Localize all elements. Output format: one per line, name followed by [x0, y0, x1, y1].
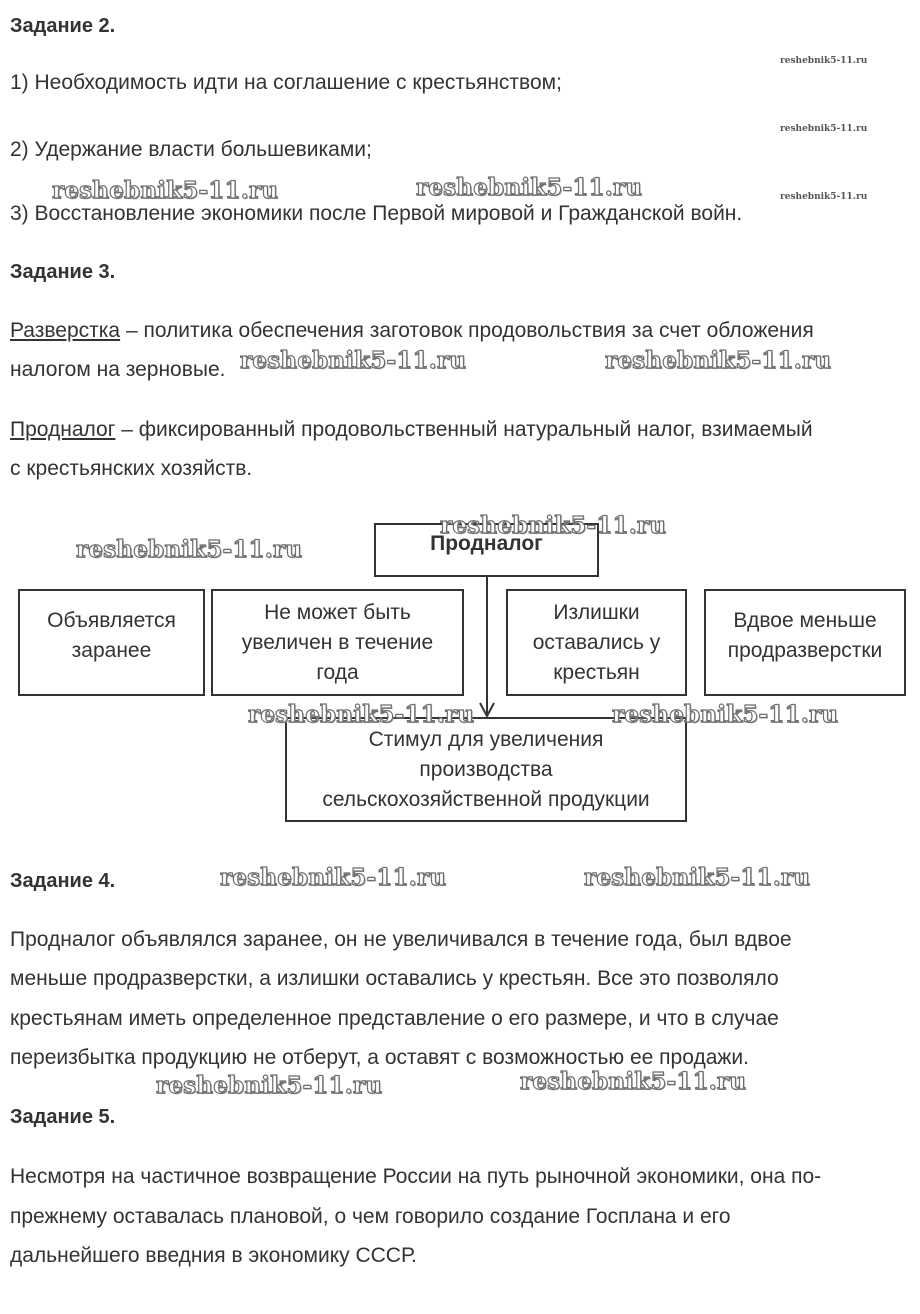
- watermark: reshebnik5-11.ru: [220, 864, 447, 891]
- watermark: reshebnik5-11.ru: [612, 701, 839, 728]
- watermark: reshebnik5-11.ru: [156, 1072, 383, 1099]
- watermark-small: reshebnik5-11.ru: [780, 56, 868, 66]
- definition-razverstka: [10, 319, 814, 343]
- task4-heading: Задание 4.: [10, 870, 116, 892]
- watermark: reshebnik5-11.ru: [520, 1068, 747, 1095]
- watermark: reshebnik5-11.ru: [605, 347, 832, 374]
- diagram-box-feature-1: [18, 589, 205, 696]
- definition-prodnalog-cont: с крестьянских хозяйств.: [10, 457, 253, 480]
- diagram-box-text: Вдвое меньше: [733, 608, 877, 632]
- diagram-box-text: производства: [419, 757, 553, 781]
- definition-razverstka-text: – политика обеспечения заготовок продовольствия за счет обложения: [120, 319, 814, 342]
- diagram-box-feature-4: [704, 589, 906, 696]
- task5-heading: Задание 5.: [10, 1106, 116, 1128]
- diagram-box-text: оставались у: [532, 630, 661, 654]
- task4-line: переизбытка продукцию не отберут, а оставят с возможностью ее продажи.: [10, 1046, 749, 1069]
- diagram-box-text: Объявляется: [47, 608, 176, 632]
- task2-heading: Задание 2.: [10, 15, 116, 37]
- diagram-box-text: увеличен в течение: [241, 630, 434, 654]
- watermark-small: reshebnik5-11.ru: [780, 192, 868, 202]
- diagram-box-text: года: [316, 660, 359, 684]
- watermark: reshebnik5-11.ru: [440, 512, 667, 539]
- diagram-box-text: Не может быть: [264, 600, 411, 624]
- watermark: reshebnik5-11.ru: [416, 174, 643, 201]
- diagram-box-text: сельскохозяйственной продукции: [322, 787, 650, 811]
- term-razverstka: Разверстка: [10, 319, 121, 342]
- task4-line: крестьянам иметь определенное представление о его размере, и что в случае: [10, 1007, 779, 1030]
- task5-line: Несмотря на частичное возвращение России на путь рыночной экономики, она по-: [10, 1165, 822, 1188]
- diagram-arrow-head: [480, 703, 494, 716]
- watermark: reshebnik5-11.ru: [584, 864, 811, 891]
- task4-line: Продналог объявлялся заранее, он не увеличивался в течение года, был вдвое: [10, 928, 792, 951]
- term-prodnalog: Продналог: [10, 418, 116, 441]
- task5-line: прежнему оставалась плановой, о чем говорило создание Госплана и его: [10, 1205, 731, 1228]
- diagram-box-text: крестьян: [553, 660, 640, 684]
- watermark: reshebnik5-11.ru: [248, 701, 475, 728]
- definition-prodnalog-text: – фиксированный продовольственный натуральный налог, взимаемый: [115, 418, 813, 441]
- diagram-box-text: продразверстки: [727, 638, 883, 662]
- definition-razverstka-cont: налогом на зерновые.: [10, 358, 226, 381]
- watermark: reshebnik5-11.ru: [52, 177, 279, 204]
- task2-item-2: 2) Удержание власти большевиками;: [10, 138, 372, 161]
- task5-line: дальнейшего введния в экономику СССР.: [10, 1244, 417, 1267]
- task2-item-3: 3) Восстановление экономики после Первой мировой и Гражданской войн.: [10, 202, 743, 225]
- diagram-box-feature-3: [506, 589, 687, 696]
- diagram-box-text: Стимул для увеличения: [368, 727, 604, 751]
- diagram-box-feature-2: [211, 589, 464, 696]
- watermark-small: reshebnik5-11.ru: [780, 124, 868, 134]
- task2-item-1: 1) Необходимость идти на соглашение с крестьянством;: [10, 71, 562, 94]
- watermark: reshebnik5-11.ru: [240, 347, 467, 374]
- task3-heading: Задание 3.: [10, 261, 116, 283]
- watermark: reshebnik5-11.ru: [76, 536, 303, 563]
- diagram-box-text: заранее: [71, 638, 152, 662]
- diagram-box-result: [285, 717, 687, 822]
- definition-prodnalog: [10, 418, 813, 442]
- diagram-box-text: Излишки: [553, 600, 640, 624]
- task4-line: меньше продразверстки, а излишки оставались у крестьян. Все это позволяло: [10, 967, 779, 990]
- diagram-box-prodnalog-label: Продналог: [430, 532, 543, 555]
